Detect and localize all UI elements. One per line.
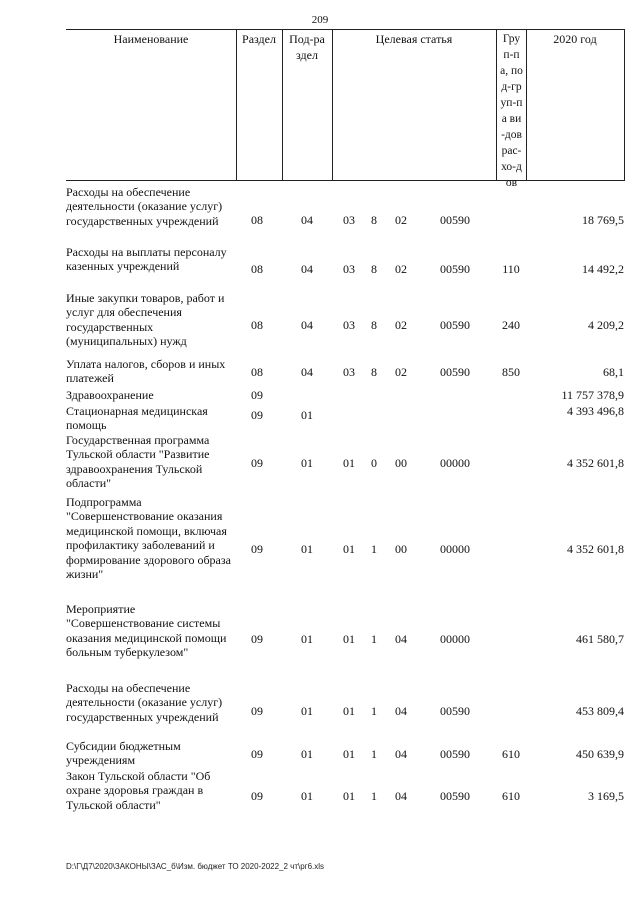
row-section: 09 xyxy=(251,542,263,556)
row-subsection: 04 xyxy=(301,318,313,332)
row-amount: 4 393 496,8 xyxy=(567,404,624,418)
row-name: Стационарная медицинская помощь xyxy=(66,404,208,433)
row-target-3: 00 xyxy=(395,542,407,556)
table-row xyxy=(66,433,624,491)
row-name: Здравоохранение xyxy=(66,388,154,402)
row-target-1: 01 xyxy=(343,542,355,556)
row-target-2: 8 xyxy=(371,262,377,276)
row-target-2: 1 xyxy=(371,704,377,718)
row-section: 08 xyxy=(251,262,263,276)
row-subsection: 04 xyxy=(301,262,313,276)
row-section: 09 xyxy=(251,704,263,718)
row-amount: 450 639,9 xyxy=(576,747,624,761)
row-section: 09 xyxy=(251,632,263,646)
row-amount: 14 492,2 xyxy=(582,262,624,276)
row-target-4: 00000 xyxy=(440,632,470,646)
row-target-2: 1 xyxy=(371,789,377,803)
row-target-4: 00590 xyxy=(440,704,470,718)
row-subsection: 01 xyxy=(301,408,313,422)
table-header xyxy=(66,29,624,189)
table-row xyxy=(66,388,624,404)
row-target-2: 8 xyxy=(371,318,377,332)
row-target-4: 00000 xyxy=(440,542,470,556)
row-amount: 461 580,7 xyxy=(576,632,624,646)
row-subsection: 01 xyxy=(301,789,313,803)
row-amount: 11 757 378,9 xyxy=(561,388,624,402)
row-section: 08 xyxy=(251,318,263,332)
row-section: 08 xyxy=(251,213,263,227)
header-year: 2020 год xyxy=(553,32,597,46)
row-target-4: 00590 xyxy=(440,213,470,227)
row-target-4: 00590 xyxy=(440,318,470,332)
row-amount: 18 769,5 xyxy=(582,213,624,227)
row-target-3: 02 xyxy=(395,318,407,332)
row-target-2: 1 xyxy=(371,632,377,646)
row-section: 09 xyxy=(251,456,263,470)
row-target-3: 04 xyxy=(395,747,407,761)
row-group: 110 xyxy=(502,262,520,276)
row-group: 850 xyxy=(502,365,520,379)
header-section: Раздел xyxy=(242,32,276,46)
row-name: Государственная программа Тульской области "Развитие здравоохранения Тульской области" xyxy=(66,433,210,491)
row-subsection: 04 xyxy=(301,213,313,227)
table-row xyxy=(66,291,624,349)
row-target-1: 01 xyxy=(343,632,355,646)
row-section: 09 xyxy=(251,408,263,422)
table-row xyxy=(66,681,624,725)
row-target-3: 02 xyxy=(395,365,407,379)
page-number: 209 xyxy=(311,14,329,26)
header-subsection: Под-раздел xyxy=(289,32,325,62)
row-target-3: 04 xyxy=(395,789,407,803)
row-amount: 4 209,2 xyxy=(588,318,624,332)
row-target-2: 1 xyxy=(371,747,377,761)
row-subsection: 01 xyxy=(301,456,313,470)
row-group: 240 xyxy=(502,318,520,332)
row-section: 09 xyxy=(251,388,263,402)
row-target-1: 01 xyxy=(343,747,355,761)
row-section: 08 xyxy=(251,365,263,379)
table-row xyxy=(66,495,624,583)
file-path-footer: D:\Г\Д7\2020\ЗАКОНЫ\ЗАС_б\Изм. бюджет ТО 2020-2022_2 чт\рг6.xls xyxy=(66,862,325,871)
row-amount: 68,1 xyxy=(603,365,624,379)
header-group: Груп-па, под-груп-па ви-дов рас-хо-дов xyxy=(500,33,523,189)
row-amount: 4 352 601,8 xyxy=(567,456,624,470)
row-subsection: 01 xyxy=(301,542,313,556)
row-name: Уплата налогов, сборов и иных платежей xyxy=(66,357,226,386)
row-group: 610 xyxy=(502,747,520,761)
header-name: Наименование xyxy=(113,32,189,46)
row-target-3: 04 xyxy=(395,704,407,718)
table-row xyxy=(66,245,624,275)
row-target-4: 00590 xyxy=(440,747,470,761)
row-subsection: 04 xyxy=(301,365,313,379)
row-target-4: 00590 xyxy=(440,262,470,276)
row-name: Подпрограмма "Совершенствование оказания медицинской помощи, включая профилактику заболеваний и формирование здорового образа жизни" xyxy=(66,495,231,582)
row-section: 09 xyxy=(251,747,263,761)
row-target-1: 03 xyxy=(343,213,355,227)
row-target-2: 8 xyxy=(371,365,377,379)
row-amount: 3 169,5 xyxy=(588,789,624,803)
row-target-2: 0 xyxy=(371,456,377,470)
row-subsection: 01 xyxy=(301,704,313,718)
table-row xyxy=(66,739,624,769)
table-row xyxy=(66,185,624,229)
row-target-2: 1 xyxy=(371,542,377,556)
row-target-1: 03 xyxy=(343,365,355,379)
table-row xyxy=(66,404,624,434)
row-name: Расходы на выплаты персоналу казенных учреждений xyxy=(66,245,227,274)
row-subsection: 01 xyxy=(301,632,313,646)
row-target-4: 00590 xyxy=(440,789,470,803)
table-row xyxy=(66,602,624,660)
row-name: Иные закупки товаров, работ и услуг для обеспечения государственных (муниципальных) нужд xyxy=(66,291,225,349)
row-name: Расходы на обеспечение деятельности (оказание услуг) государственных учреждений xyxy=(66,681,223,724)
row-target-1: 01 xyxy=(343,789,355,803)
row-target-3: 02 xyxy=(395,213,407,227)
row-target-4: 00000 xyxy=(440,456,470,470)
row-amount: 453 809,4 xyxy=(576,704,624,718)
row-subsection: 01 xyxy=(301,747,313,761)
table-row xyxy=(66,769,624,813)
row-name: Мероприятие "Совершенствование системы оказания медицинской помощи больным туберкулезом" xyxy=(66,602,227,660)
row-section: 09 xyxy=(251,789,263,803)
row-target-1: 01 xyxy=(343,704,355,718)
row-group: 610 xyxy=(502,789,520,803)
row-name: Расходы на обеспечение деятельности (оказание услуг) государственных учреждений xyxy=(66,185,223,228)
header-target: Целевая статья xyxy=(375,32,453,46)
row-target-3: 04 xyxy=(395,632,407,646)
row-amount: 4 352 601,8 xyxy=(567,542,624,556)
row-name: Субсидии бюджетным учреждениям xyxy=(66,739,181,768)
row-target-2: 8 xyxy=(371,213,377,227)
row-target-3: 00 xyxy=(395,456,407,470)
table-row xyxy=(66,357,624,387)
row-target-1: 03 xyxy=(343,318,355,332)
row-target-1: 03 xyxy=(343,262,355,276)
row-target-4: 00590 xyxy=(440,365,470,379)
row-target-1: 01 xyxy=(343,456,355,470)
row-target-3: 02 xyxy=(395,262,407,276)
row-name: Закон Тульской области "Об охране здоровья граждан в Тульской области" xyxy=(66,769,211,812)
